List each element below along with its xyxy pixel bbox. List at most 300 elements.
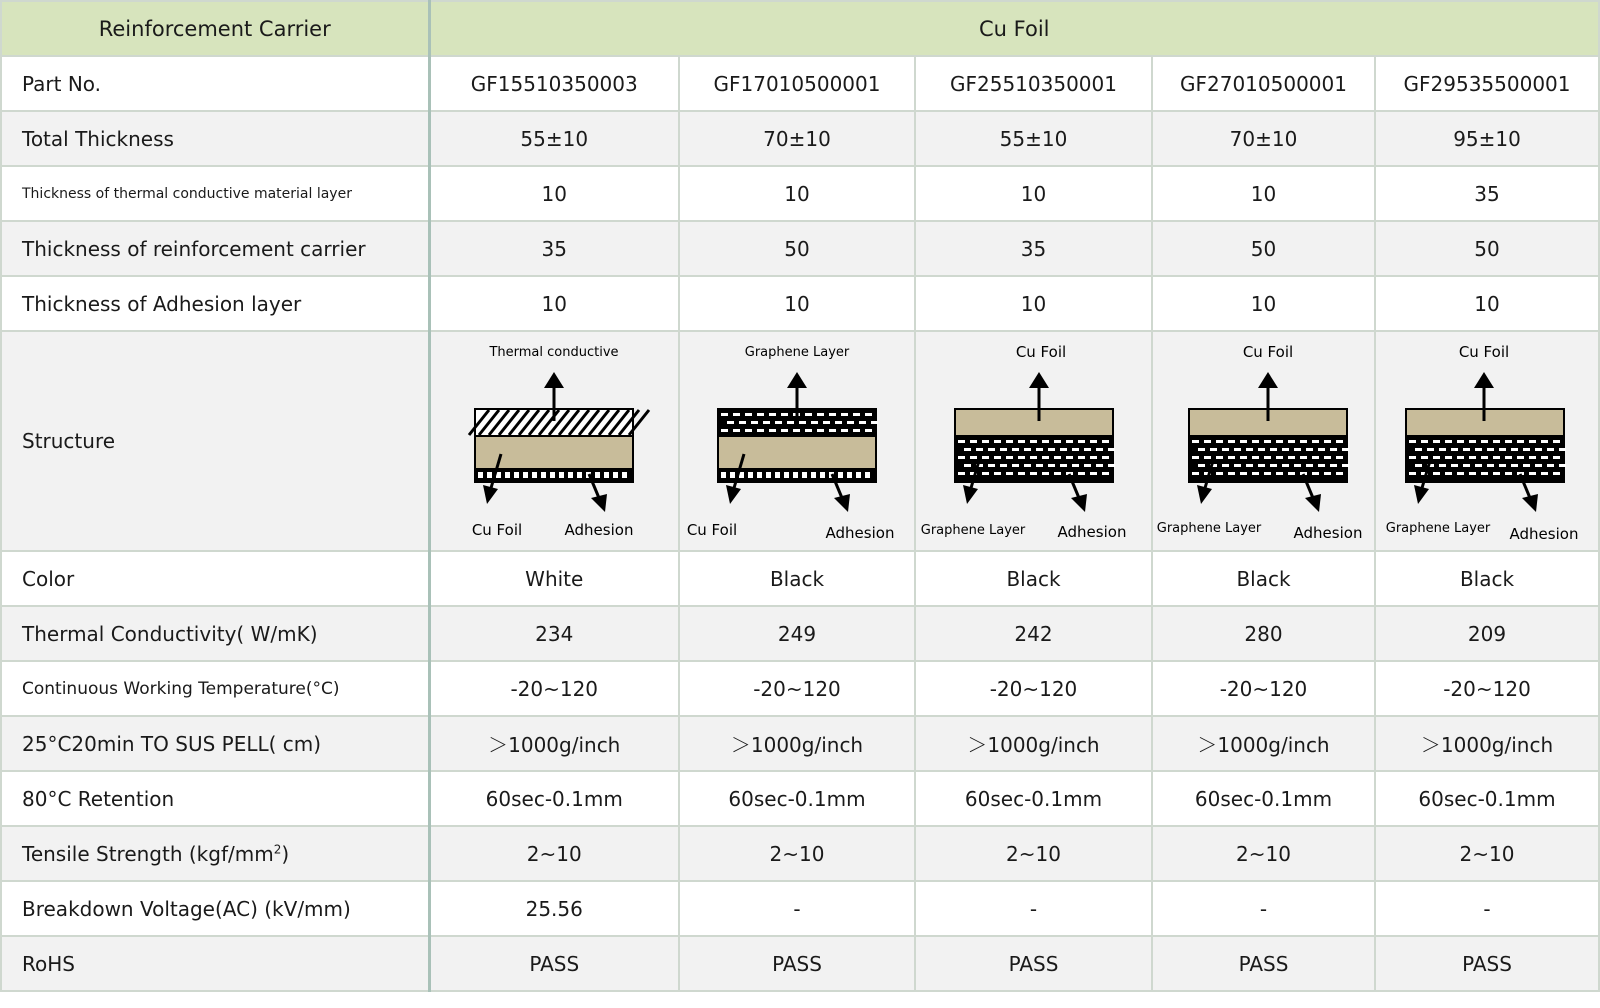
layer-top (955, 409, 1113, 436)
pattern-dot (1505, 472, 1512, 475)
pattern-dot (1270, 448, 1277, 451)
pattern-dot (1018, 472, 1025, 475)
pattern-dot (1006, 456, 1013, 459)
table-cell: 60sec-0.1mm (1375, 771, 1599, 826)
pattern-dot (595, 472, 600, 478)
pattern-dot (1463, 448, 1470, 451)
table-cell: 2~10 (1152, 826, 1375, 881)
arrow-right-head (1522, 494, 1538, 512)
pattern-dot (523, 472, 528, 478)
pattern-dot (1330, 448, 1337, 451)
pattern-dot (1469, 440, 1476, 443)
table-cell: 35 (1375, 166, 1599, 221)
row-label (1, 826, 429, 881)
pattern-dot (757, 413, 764, 416)
table-cell: GF15510350003 (429, 56, 679, 111)
pattern-dot (721, 472, 726, 478)
table-cell: 2~10 (429, 826, 679, 881)
pattern-dot (1529, 456, 1536, 459)
pattern-dot (1493, 440, 1500, 443)
pattern-dot (1090, 440, 1097, 443)
pattern-dot (1102, 456, 1109, 459)
pattern-dot (1264, 456, 1271, 459)
pattern-dot (1511, 464, 1518, 467)
table-cell: 60sec-0.1mm (679, 771, 915, 826)
row-label: RoHS (1, 936, 429, 991)
row-label-text: Tensile Strength (kgf/mm (22, 841, 274, 866)
pattern-dot (829, 429, 836, 432)
structure-right-label: Adhesion (825, 524, 895, 542)
table-cell: 242 (915, 606, 1152, 661)
pattern-dot (763, 421, 770, 424)
pattern-dot (1523, 464, 1530, 467)
pattern-dot (781, 429, 788, 432)
pattern-dot (769, 413, 776, 416)
table-cell: -20~120 (1375, 661, 1599, 716)
pattern-dot (1306, 464, 1313, 467)
pattern-dot (1216, 456, 1223, 459)
pattern-dot (988, 448, 995, 451)
table-cell: 234 (429, 606, 679, 661)
table-cell: PASS (1375, 936, 1599, 991)
row-label: Total Thickness (1, 111, 429, 166)
pattern-dot (1288, 472, 1295, 475)
pattern-dot (1415, 448, 1422, 451)
pattern-dot (1018, 456, 1025, 459)
pattern-dot (1553, 456, 1560, 459)
table-cell: 50 (1152, 221, 1375, 276)
pattern-dot (745, 413, 752, 416)
adhesion-pattern (721, 472, 870, 478)
pattern-dot (1252, 472, 1259, 475)
pattern-dot (1066, 456, 1073, 459)
table-cell: 280 (1152, 606, 1375, 661)
pattern-dot (1258, 464, 1265, 467)
pattern-dot (1276, 456, 1283, 459)
pattern-dot (1024, 464, 1031, 467)
pattern-dot (781, 413, 788, 416)
header-cu-foil: Cu Foil (429, 1, 1599, 56)
table-cell: - (915, 881, 1152, 936)
pattern-dot (1541, 472, 1548, 475)
table-row-retention (1, 771, 1599, 826)
structure-right-label: Adhesion (564, 521, 634, 539)
pattern-dot (1054, 456, 1061, 459)
table-cell: 10 (1375, 276, 1599, 331)
pattern-dot (1078, 472, 1085, 475)
pattern-dot (1433, 440, 1440, 443)
pattern-dot (829, 413, 836, 416)
structure-diagram (1153, 336, 1375, 546)
pattern-dot (964, 464, 971, 467)
pattern-dot (841, 413, 848, 416)
structure-left-label: Cu Foil (686, 521, 738, 539)
row-label: Continuous Working Temperature(°C) (1, 661, 429, 716)
pattern-dot (811, 421, 818, 424)
pattern-dot (1006, 472, 1013, 475)
table-cell: 70±10 (679, 111, 915, 166)
table-cell: White (429, 551, 679, 606)
pattern-dot (1192, 456, 1199, 459)
pattern-dot (1294, 448, 1301, 451)
pattern-dot (1012, 448, 1019, 451)
table-cell: -20~120 (679, 661, 915, 716)
pattern-dot (865, 472, 870, 478)
arrow-up-head (1029, 372, 1049, 388)
table-cell: 10 (915, 276, 1152, 331)
pattern-dot (784, 472, 789, 478)
pattern-dot (1252, 456, 1259, 459)
pattern-dot (1553, 472, 1560, 475)
table-row-thermal-layer-thickness (1, 166, 1599, 221)
pattern-dot (1541, 456, 1548, 459)
table-row-peel (1, 716, 1599, 771)
table-cell: -20~120 (915, 661, 1152, 716)
row-label: Color (1, 551, 429, 606)
row-label: Breakdown Voltage(AC) (kV/mm) (1, 881, 429, 936)
structure-cell (679, 331, 915, 551)
pattern-dot (1030, 440, 1037, 443)
pattern-dot (1270, 464, 1277, 467)
pattern-dot (853, 429, 860, 432)
pattern-dot (1300, 440, 1307, 443)
pattern-dot (1222, 464, 1229, 467)
pattern-dot (994, 440, 1001, 443)
pattern-dot (1054, 440, 1061, 443)
row-label: Thermal Conductivity( W/mK) (1, 606, 429, 661)
pattern-dot (1505, 440, 1512, 443)
table-cell: 55±10 (915, 111, 1152, 166)
table-cell: 10 (1152, 276, 1375, 331)
pattern-dot (847, 472, 852, 478)
pattern-dot (856, 472, 861, 478)
row-label: Part No. (1, 56, 429, 111)
pattern-dot (1457, 472, 1464, 475)
pattern-dot (1234, 464, 1241, 467)
pattern-dot (1102, 440, 1109, 443)
arrow-left-head (1197, 485, 1212, 504)
pattern-dot (1318, 464, 1325, 467)
table-cell: ＞1000g/inch (915, 716, 1152, 771)
pattern-dot (1264, 440, 1271, 443)
pattern-dot (1210, 448, 1217, 451)
pattern-dot (838, 472, 843, 478)
pattern-dot (1060, 464, 1067, 467)
pattern-dot (1288, 456, 1295, 459)
adhesion-pattern (478, 472, 627, 478)
structure-top-label: Cu Foil (1458, 343, 1510, 361)
structure-right-label: Adhesion (1509, 525, 1579, 543)
table-cell: 10 (429, 276, 679, 331)
pattern-dot (1192, 472, 1199, 475)
pattern-dot (577, 472, 582, 478)
pattern-dot (1108, 464, 1115, 467)
pattern-dot (1559, 448, 1566, 451)
arrow-up-head (544, 372, 564, 388)
table-cell: PASS (915, 936, 1152, 991)
structure-left-label: Graphene Layer (1385, 521, 1491, 536)
header-reinforcement-carrier: Reinforcement Carrier (1, 1, 429, 56)
pattern-dot (748, 472, 753, 478)
pattern-dot (1439, 464, 1446, 467)
pattern-dot (733, 429, 740, 432)
pattern-dot (859, 421, 866, 424)
pattern-dot (1096, 448, 1103, 451)
table-cell: GF17010500001 (679, 56, 915, 111)
pattern-dot (1042, 440, 1049, 443)
pattern-dot (1036, 448, 1043, 451)
pattern-dot (1481, 440, 1488, 443)
pattern-dot (1264, 472, 1271, 475)
pattern-dot (1060, 448, 1067, 451)
table-row-working-temperature (1, 661, 1599, 716)
table-row-carrier-thickness (1, 221, 1599, 276)
structure-diagram (1376, 336, 1598, 546)
pattern-dot (1312, 472, 1319, 475)
table-cell: GF25510350001 (915, 56, 1152, 111)
pattern-dot (976, 448, 983, 451)
pattern-dot (1342, 464, 1349, 467)
pattern-dot (853, 413, 860, 416)
arrow-up-head (1258, 372, 1278, 388)
table-cell: GF27010500001 (1152, 56, 1375, 111)
pattern-dot (1505, 456, 1512, 459)
pattern-dot (1517, 456, 1524, 459)
pattern-dot (730, 472, 735, 478)
pattern-dot (802, 472, 807, 478)
pattern-dot (1282, 448, 1289, 451)
pattern-dot (1487, 448, 1494, 451)
pattern-dot (865, 429, 872, 432)
structure-top-label: Graphene Layer (744, 345, 850, 360)
table-cell: 2~10 (1375, 826, 1599, 881)
pattern-dot (1475, 464, 1482, 467)
pattern-dot (733, 413, 740, 416)
pattern-dot (823, 421, 830, 424)
pattern-dot (1409, 472, 1416, 475)
pattern-dot (799, 421, 806, 424)
pattern-dot (1204, 456, 1211, 459)
pattern-dot (1535, 448, 1542, 451)
table-row-color (1, 551, 1599, 606)
pattern-dot (811, 472, 816, 478)
table-cell: 60sec-0.1mm (1152, 771, 1375, 826)
pattern-dot (817, 413, 824, 416)
pattern-dot (568, 472, 573, 478)
pattern-dot (505, 472, 510, 478)
table-cell: 60sec-0.1mm (429, 771, 679, 826)
pattern-dot (1306, 448, 1313, 451)
pattern-dot (727, 421, 734, 424)
pattern-dot (1072, 448, 1079, 451)
table-row-rohs (1, 936, 1599, 991)
pattern-dot (1294, 464, 1301, 467)
pattern-dot (988, 464, 995, 467)
pattern-dot (745, 429, 752, 432)
table-cell: 209 (1375, 606, 1599, 661)
table-cell: 35 (429, 221, 679, 276)
structure-top-label: Thermal conductive (489, 345, 619, 360)
pattern-dot (559, 472, 564, 478)
pattern-dot (1445, 440, 1452, 443)
pattern-dot (1072, 464, 1079, 467)
table-cell: 10 (429, 166, 679, 221)
pattern-dot (1457, 456, 1464, 459)
pattern-dot (1084, 448, 1091, 451)
pattern-dot (1463, 464, 1470, 467)
structure-right-label: Adhesion (1293, 524, 1363, 542)
pattern-dot (1439, 448, 1446, 451)
structure-top-label: Cu Foil (1015, 343, 1066, 361)
pattern-dot (1318, 448, 1325, 451)
pattern-dot (1336, 440, 1343, 443)
structure-left-label: Graphene Layer (920, 523, 1025, 538)
structure-left-label: Graphene Layer (1156, 521, 1262, 536)
pattern-dot (1330, 464, 1337, 467)
pattern-dot (1300, 456, 1307, 459)
pattern-dot (1451, 464, 1458, 467)
pattern-dot (739, 421, 746, 424)
pattern-dot (1228, 456, 1235, 459)
pattern-dot (1048, 448, 1055, 451)
pattern-dot (1445, 456, 1452, 459)
pattern-dot (1258, 448, 1265, 451)
table-row-total-thickness (1, 111, 1599, 166)
row-label: Thickness of Adhesion layer (1, 276, 429, 331)
pattern-dot (1228, 472, 1235, 475)
pattern-dot (1288, 440, 1295, 443)
pattern-dot (1535, 464, 1542, 467)
table-cell: 60sec-0.1mm (915, 771, 1152, 826)
structure-diagram (919, 336, 1149, 546)
pattern-dot (1192, 440, 1199, 443)
pattern-dot (958, 440, 965, 443)
table-row-thermal-conductivity (1, 606, 1599, 661)
pattern-dot (1499, 464, 1506, 467)
arrow-left-head (726, 485, 741, 504)
pattern-dot (970, 456, 977, 459)
pattern-dot (1336, 456, 1343, 459)
pattern-dot (1246, 464, 1253, 467)
pattern-dot (751, 421, 758, 424)
pattern-dot (1493, 456, 1500, 459)
structure-cell (429, 331, 679, 551)
pattern-dot (1529, 440, 1536, 443)
pattern-dot (805, 429, 812, 432)
pattern-dot (1312, 456, 1319, 459)
pattern-dot (1018, 440, 1025, 443)
pattern-dot (1469, 472, 1476, 475)
structure-right-label: Adhesion (1057, 523, 1126, 541)
pattern-dot (757, 472, 762, 478)
pattern-dot (1222, 448, 1229, 451)
pattern-dot (1324, 456, 1331, 459)
pattern-dot (613, 472, 618, 478)
pattern-dot (1042, 472, 1049, 475)
table-cell: - (679, 881, 915, 936)
pattern-dot (1240, 440, 1247, 443)
arrow-right-head (1305, 494, 1321, 512)
table-cell: Black (915, 551, 1152, 606)
pattern-dot (847, 421, 854, 424)
pattern-dot (1240, 456, 1247, 459)
pattern-dot (958, 472, 965, 475)
pattern-dot (1312, 440, 1319, 443)
table-cell: 70±10 (1152, 111, 1375, 166)
table-cell: 55±10 (429, 111, 679, 166)
pattern-dot (1198, 464, 1205, 467)
pattern-dot (769, 429, 776, 432)
table-cell: Black (1152, 551, 1375, 606)
pattern-dot (994, 456, 1001, 459)
pattern-dot (1553, 440, 1560, 443)
pattern-dot (1054, 472, 1061, 475)
pattern-dot (871, 421, 878, 424)
table-cell: GF29535500001 (1375, 56, 1599, 111)
arrow-left-head (483, 485, 498, 504)
table-cell: 50 (1375, 221, 1599, 276)
pattern-dot (865, 413, 872, 416)
table-row-tensile-strength (1, 826, 1599, 881)
pattern-dot (1096, 464, 1103, 467)
table-row-part-no (1, 56, 1599, 111)
pattern-dot (982, 456, 989, 459)
pattern-dot (820, 472, 825, 478)
pattern-dot (541, 472, 546, 478)
pattern-dot (1415, 464, 1422, 467)
pattern-dot (1276, 440, 1283, 443)
pattern-dot (1469, 456, 1476, 459)
table-cell: ＞1000g/inch (1375, 716, 1599, 771)
table-cell: 10 (679, 276, 915, 331)
row-label-suffix: ) (281, 841, 290, 866)
pattern-dot (1324, 472, 1331, 475)
pattern-dot (1042, 456, 1049, 459)
pattern-dot (982, 440, 989, 443)
pattern-dot (1252, 440, 1259, 443)
pattern-dot (994, 472, 1001, 475)
arrow-right-head (1071, 494, 1087, 512)
table-cell: 10 (1152, 166, 1375, 221)
table-cell: ＞1000g/inch (429, 716, 679, 771)
pattern-dot (805, 413, 812, 416)
arrow-up-head (787, 372, 807, 388)
pattern-dot (1547, 448, 1554, 451)
pattern-dot (1216, 472, 1223, 475)
pattern-dot (721, 413, 728, 416)
table-cell: 50 (679, 221, 915, 276)
pattern-dot (775, 472, 780, 478)
table-cell: PASS (679, 936, 915, 991)
pattern-dot (757, 429, 764, 432)
pattern-dot (1000, 448, 1007, 451)
pattern-dot (1090, 456, 1097, 459)
pattern-dot (1108, 448, 1115, 451)
pattern-dot (1541, 440, 1548, 443)
pattern-dot (982, 472, 989, 475)
pattern-dot (1481, 456, 1488, 459)
table-cell: 10 (915, 166, 1152, 221)
pattern-dot (1487, 464, 1494, 467)
pattern-dot (766, 472, 771, 478)
structure-cell (915, 331, 1152, 551)
pattern-dot (1030, 456, 1037, 459)
table-cell: 35 (915, 221, 1152, 276)
row-label: Thickness of reinforcement carrier (1, 221, 429, 276)
pattern-dot (1048, 464, 1055, 467)
structure-left-label: Cu Foil (472, 521, 523, 539)
pattern-dot (1481, 472, 1488, 475)
